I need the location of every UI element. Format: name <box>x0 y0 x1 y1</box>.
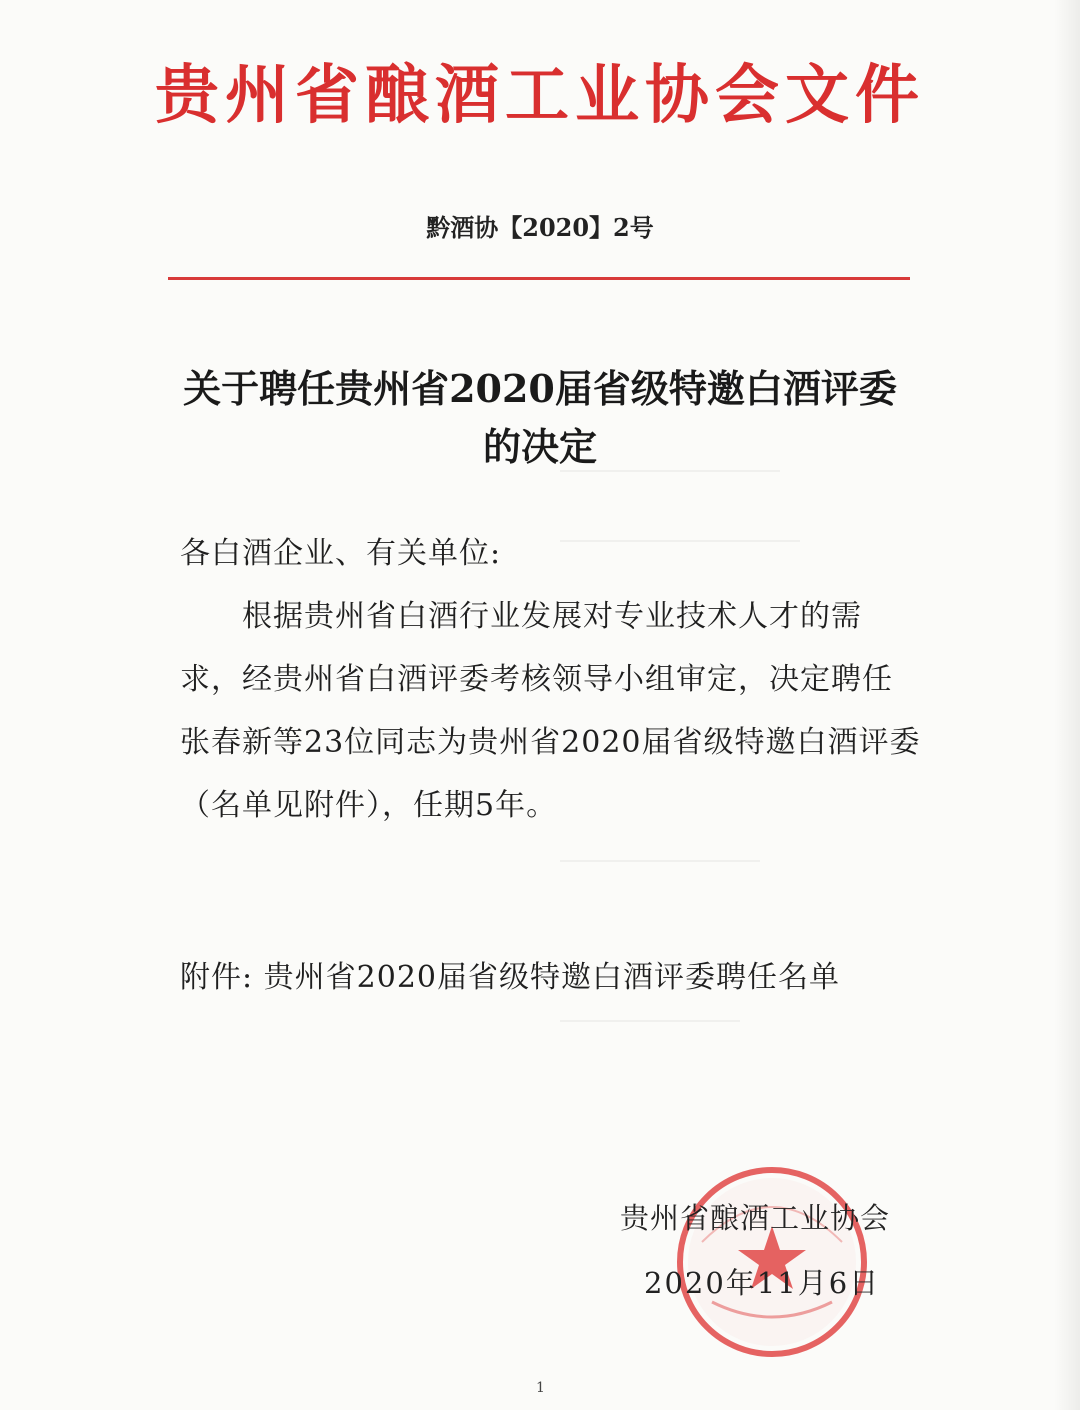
document-number: 黔酒协【2020】2号 <box>426 213 654 242</box>
document-title <box>150 360 930 476</box>
body-paragraph <box>180 585 921 837</box>
body-line: （名单见附件），任期5年。 <box>180 788 558 823</box>
bleed-through-mark <box>560 1020 740 1022</box>
signing-organization: 贵州省酿酒工业协会 <box>620 1201 891 1235</box>
signing-date: 2020年11月6日 <box>644 1266 881 1300</box>
body-line: 根据贵州省白酒行业发展对专业技术人才的需 <box>242 599 862 634</box>
body-line: 求，经贵州省白酒评委考核领导小组审定，决定聘任 <box>180 662 893 697</box>
header-red-rule <box>168 277 910 280</box>
attachment-note: 附件: 贵州省2020届省级特邀白酒评委聘任名单 <box>180 960 840 995</box>
page-number: 1 <box>536 1380 545 1396</box>
body-line: 张春新等23位同志为贵州省2020届省级特邀白酒评委 <box>180 725 921 760</box>
document-title-line: 关于聘任贵州省2020届省级特邀白酒评委 <box>183 366 897 411</box>
bleed-through-mark <box>560 860 760 862</box>
document-header-title: 贵州省酿酒工业协会文件 <box>155 58 925 133</box>
document-title-line: 的决定 <box>482 424 597 469</box>
salutation: 各白酒企业、有关单位: <box>180 536 502 571</box>
